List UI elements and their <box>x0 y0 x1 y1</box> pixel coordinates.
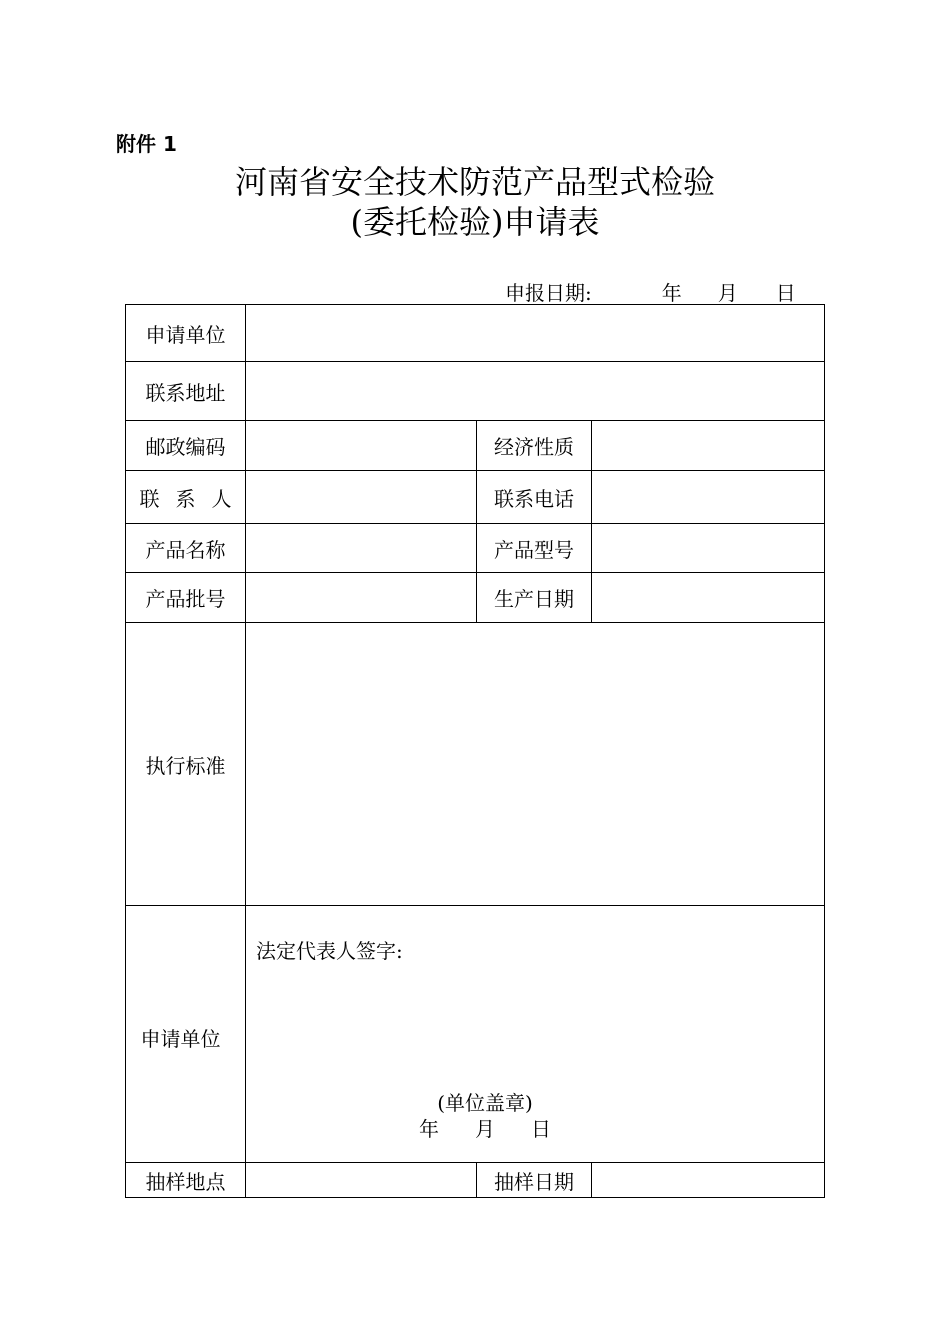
report-date-month: 月 <box>717 281 738 305</box>
contact-address-label: 联系地址 <box>126 362 246 421</box>
row-contact-address <box>126 362 825 421</box>
contact-phone-field[interactable] <box>592 471 825 524</box>
row-postal-code <box>126 421 825 471</box>
applicant-sign-label: 申请单位 <box>126 906 246 1163</box>
row-contact-person <box>126 471 825 524</box>
row-standard <box>126 623 825 906</box>
sampling-place-label: 抽样地点 <box>126 1163 246 1198</box>
row-product-name <box>126 524 825 573</box>
seal-date-month: 月 <box>475 1116 495 1141</box>
unit-seal-label: (单位盖章) <box>437 1090 533 1115</box>
sampling-date-label: 抽样日期 <box>477 1163 592 1198</box>
row-applicant-sign <box>126 906 825 1163</box>
production-date-field[interactable] <box>592 573 825 623</box>
postal-code-label: 邮政编码 <box>126 421 246 471</box>
product-model-field[interactable] <box>592 524 825 573</box>
row-product-batch <box>126 573 825 623</box>
economic-nature-field[interactable] <box>592 421 825 471</box>
legal-rep-signature-label: 法定代表人签字: <box>256 938 403 963</box>
standard-field[interactable] <box>246 623 825 906</box>
report-date-day: 日 <box>775 281 796 305</box>
contact-person-field[interactable] <box>246 471 477 524</box>
applicant-unit-label: 申请单位 <box>126 305 246 362</box>
contact-address-field[interactable] <box>246 362 825 421</box>
economic-nature-label: 经济性质 <box>477 421 592 471</box>
contact-person-char-1: 联 <box>139 486 160 511</box>
applicant-unit-field[interactable] <box>246 305 825 362</box>
product-name-field[interactable] <box>246 524 477 573</box>
row-sampling <box>126 1163 825 1198</box>
product-name-label: 产品名称 <box>126 524 246 573</box>
production-date-label: 生产日期 <box>477 573 592 623</box>
report-date-year: 年 <box>661 281 682 305</box>
product-batch-field[interactable] <box>246 573 477 623</box>
contact-person-label <box>126 471 246 524</box>
product-model-label: 产品型号 <box>477 524 592 573</box>
applicant-sign-field[interactable] <box>246 906 825 1163</box>
sampling-place-field[interactable] <box>246 1163 477 1198</box>
form-title-line1: 河南省安全技术防范产品型式检验 <box>234 163 715 201</box>
postal-code-field[interactable] <box>246 421 477 471</box>
report-date-label: 申报日期: <box>505 281 592 305</box>
seal-date-day: 日 <box>531 1116 551 1141</box>
row-applicant-unit <box>126 305 825 362</box>
form-title-line2: (委托检验)申请表 <box>350 203 600 241</box>
application-form-table <box>125 304 825 1198</box>
contact-person-char-2: 系 <box>175 486 196 511</box>
report-date <box>505 280 796 306</box>
contact-phone-label: 联系电话 <box>477 471 592 524</box>
seal-date-year: 年 <box>419 1116 439 1141</box>
seal-date <box>246 1113 824 1142</box>
product-batch-label: 产品批号 <box>126 573 246 623</box>
attachment-label: 附件 1 <box>116 132 177 156</box>
standard-label: 执行标准 <box>126 623 246 906</box>
sampling-date-field[interactable] <box>592 1163 825 1198</box>
contact-person-char-3: 人 <box>211 486 232 511</box>
